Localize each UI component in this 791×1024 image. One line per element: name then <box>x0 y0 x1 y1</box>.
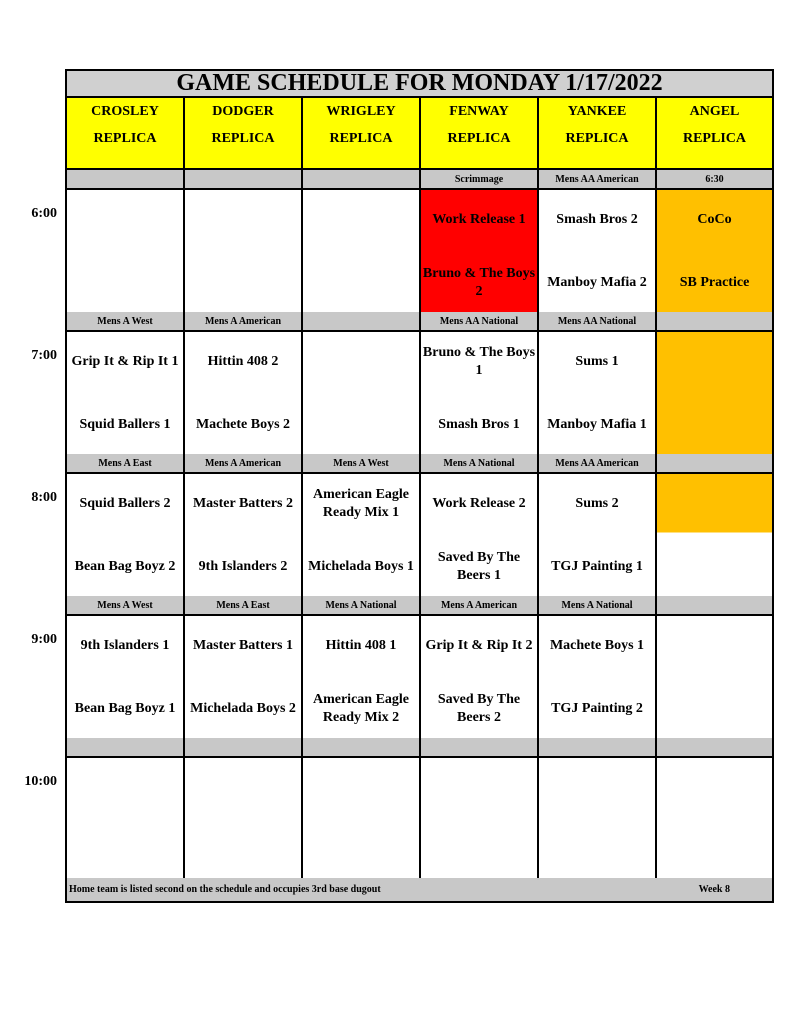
game-cell <box>539 758 657 880</box>
visitor-team: Work Release 2 <box>432 496 526 511</box>
division-label <box>657 454 772 472</box>
visitor-team <box>657 626 772 666</box>
schedule-sheet <box>65 69 774 903</box>
home-team: American Eagle Ready Mix 2 <box>312 692 410 725</box>
home-team: Manboy Mafia 2 <box>547 275 647 290</box>
home-team <box>657 544 772 590</box>
visitor-team: Grip It & Rip It 1 <box>71 354 179 369</box>
home-team: TGJ Painting 1 <box>551 559 643 574</box>
game-cell <box>303 474 421 598</box>
home-team: Michelada Boys 1 <box>308 559 414 574</box>
visitor-team: Hittin 408 1 <box>325 638 397 653</box>
field-name: DODGER <box>212 104 274 119</box>
visitor-team: Master Batters 2 <box>192 496 294 511</box>
game-cell <box>657 332 772 456</box>
field-name: YANKEE <box>567 104 627 119</box>
home-team: 9th Islanders 2 <box>198 559 288 574</box>
home-team <box>303 828 419 874</box>
division-label: Mens A East <box>67 454 185 472</box>
game-cell <box>657 190 772 314</box>
game-cell <box>67 758 185 880</box>
division-label: Mens A American <box>421 596 539 614</box>
visitor-team: Grip It & Rip It 2 <box>425 638 533 653</box>
division-label <box>303 312 421 330</box>
home-team: Saved By The Beers 1 <box>437 550 521 583</box>
division-label: Scrimmage <box>421 170 539 188</box>
game-cell <box>657 616 772 740</box>
division-label <box>657 312 772 330</box>
division-label: Mens A American <box>185 312 303 330</box>
home-team: Squid Ballers 1 <box>79 417 171 432</box>
game-cell <box>657 758 772 880</box>
visitor-team <box>421 768 537 808</box>
home-team <box>657 828 772 874</box>
home-team: SB Practice <box>679 275 750 290</box>
home-team <box>185 828 301 874</box>
game-cell <box>539 190 657 314</box>
field-subtitle: REPLICA <box>565 131 629 146</box>
game-cell <box>67 332 185 456</box>
division-label: Mens A West <box>303 454 421 472</box>
field-subtitle: REPLICA <box>93 131 157 146</box>
field-header-4 <box>539 98 657 170</box>
game-cell <box>539 616 657 740</box>
game-cell <box>539 474 657 598</box>
home-team <box>303 402 419 448</box>
field-name: FENWAY <box>449 104 509 119</box>
division-label <box>657 596 772 614</box>
visitor-team <box>657 484 772 524</box>
division-label: Mens A American <box>185 454 303 472</box>
game-cell <box>67 616 185 740</box>
game-cell <box>67 474 185 598</box>
game-cell <box>421 616 539 740</box>
visitor-team <box>303 200 419 240</box>
visitor-team <box>303 342 419 382</box>
visitor-team: Smash Bros 2 <box>556 212 638 227</box>
division-label: Mens AA National <box>421 312 539 330</box>
field-header-2 <box>303 98 421 170</box>
field-subtitle: REPLICA <box>447 131 511 146</box>
visitor-team <box>185 200 301 240</box>
field-header-5 <box>657 98 772 170</box>
division-label: 6:30 <box>657 170 772 188</box>
game-cell <box>185 474 303 598</box>
home-team <box>303 260 419 306</box>
home-team: Bean Bag Boyz 1 <box>74 701 176 716</box>
home-team: Manboy Mafia 1 <box>547 417 647 432</box>
game-cell <box>303 758 421 880</box>
time-label: 6:00 <box>31 206 57 221</box>
field-header-3 <box>421 98 539 170</box>
home-team: TGJ Painting 2 <box>551 701 643 716</box>
visitor-team: Machete Boys 1 <box>549 638 645 653</box>
field-subtitle: REPLICA <box>329 131 393 146</box>
visitor-team <box>303 768 419 808</box>
visitor-team <box>67 768 183 808</box>
home-team: Bruno & The Boys 2 <box>422 266 536 299</box>
game-cell <box>303 332 421 456</box>
footer-note: Home team is listed second on the schedule and occupies 3rd base dugout <box>69 884 381 895</box>
time-label: 7:00 <box>31 348 57 363</box>
home-team: Machete Boys 2 <box>195 417 291 432</box>
division-label: Mens AA American <box>539 454 657 472</box>
visitor-team <box>657 768 772 808</box>
visitor-team: Squid Ballers 2 <box>79 496 171 511</box>
game-cell <box>657 474 772 598</box>
time-label: 10:00 <box>24 774 57 789</box>
home-team <box>185 260 301 306</box>
division-label <box>657 738 772 756</box>
visitor-team: Sums 2 <box>575 496 619 511</box>
field-subtitle: REPLICA <box>211 131 275 146</box>
visitor-team <box>539 768 655 808</box>
field-name: ANGEL <box>689 104 740 119</box>
visitor-team <box>67 200 183 240</box>
time-label: 9:00 <box>31 632 57 647</box>
home-team <box>67 260 183 306</box>
division-label: Mens A National <box>303 596 421 614</box>
visitor-team: 9th Islanders 1 <box>80 638 170 653</box>
game-cell <box>539 332 657 456</box>
game-cell <box>421 190 539 314</box>
visitor-team: American Eagle Ready Mix 1 <box>312 487 410 520</box>
visitor-team: CoCo <box>697 212 732 227</box>
week-label: Week 8 <box>698 884 730 895</box>
game-cell <box>421 758 539 880</box>
division-label: Mens AA National <box>539 312 657 330</box>
visitor-team: Master Batters 1 <box>192 638 294 653</box>
field-header-1 <box>185 98 303 170</box>
game-cell <box>185 190 303 314</box>
division-label: Mens A National <box>539 596 657 614</box>
home-team <box>67 828 183 874</box>
footer-bar <box>67 878 772 901</box>
home-team: Bean Bag Boyz 2 <box>74 559 176 574</box>
division-label: Mens AA American <box>539 170 657 188</box>
division-label: Mens A National <box>421 454 539 472</box>
division-label <box>67 738 185 756</box>
division-label: Mens A West <box>67 312 185 330</box>
division-label <box>539 738 657 756</box>
visitor-team: Bruno & The Boys 1 <box>422 345 536 378</box>
home-team <box>539 828 655 874</box>
game-cell <box>421 474 539 598</box>
division-label <box>421 738 539 756</box>
field-name: CROSLEY <box>91 104 159 119</box>
visitor-team: Sums 1 <box>575 354 619 369</box>
home-team <box>657 686 772 732</box>
field-name: WRIGLEY <box>326 104 396 119</box>
division-label <box>67 170 185 188</box>
game-cell <box>303 616 421 740</box>
division-label: Mens A West <box>67 596 185 614</box>
game-cell <box>303 190 421 314</box>
visitor-team <box>185 768 301 808</box>
home-team: Michelada Boys 2 <box>190 701 296 716</box>
game-cell <box>421 332 539 456</box>
division-label <box>185 170 303 188</box>
game-cell <box>185 758 303 880</box>
field-subtitle: REPLICA <box>682 131 746 146</box>
division-label <box>185 738 303 756</box>
game-cell <box>185 616 303 740</box>
field-header-0 <box>67 98 185 170</box>
time-label: 8:00 <box>31 490 57 505</box>
visitor-team: Work Release 1 <box>432 212 526 227</box>
home-team: Smash Bros 1 <box>438 417 520 432</box>
division-label <box>303 170 421 188</box>
schedule-title: GAME SCHEDULE FOR MONDAY 1/17/2022 <box>67 71 772 98</box>
visitor-team: Hittin 408 2 <box>207 354 279 369</box>
home-team <box>421 828 537 874</box>
game-cell <box>185 332 303 456</box>
division-label: Mens A East <box>185 596 303 614</box>
home-team <box>657 402 772 448</box>
division-label <box>303 738 421 756</box>
visitor-team <box>657 342 772 382</box>
home-team: Saved By The Beers 2 <box>437 692 521 725</box>
game-cell <box>67 190 185 314</box>
